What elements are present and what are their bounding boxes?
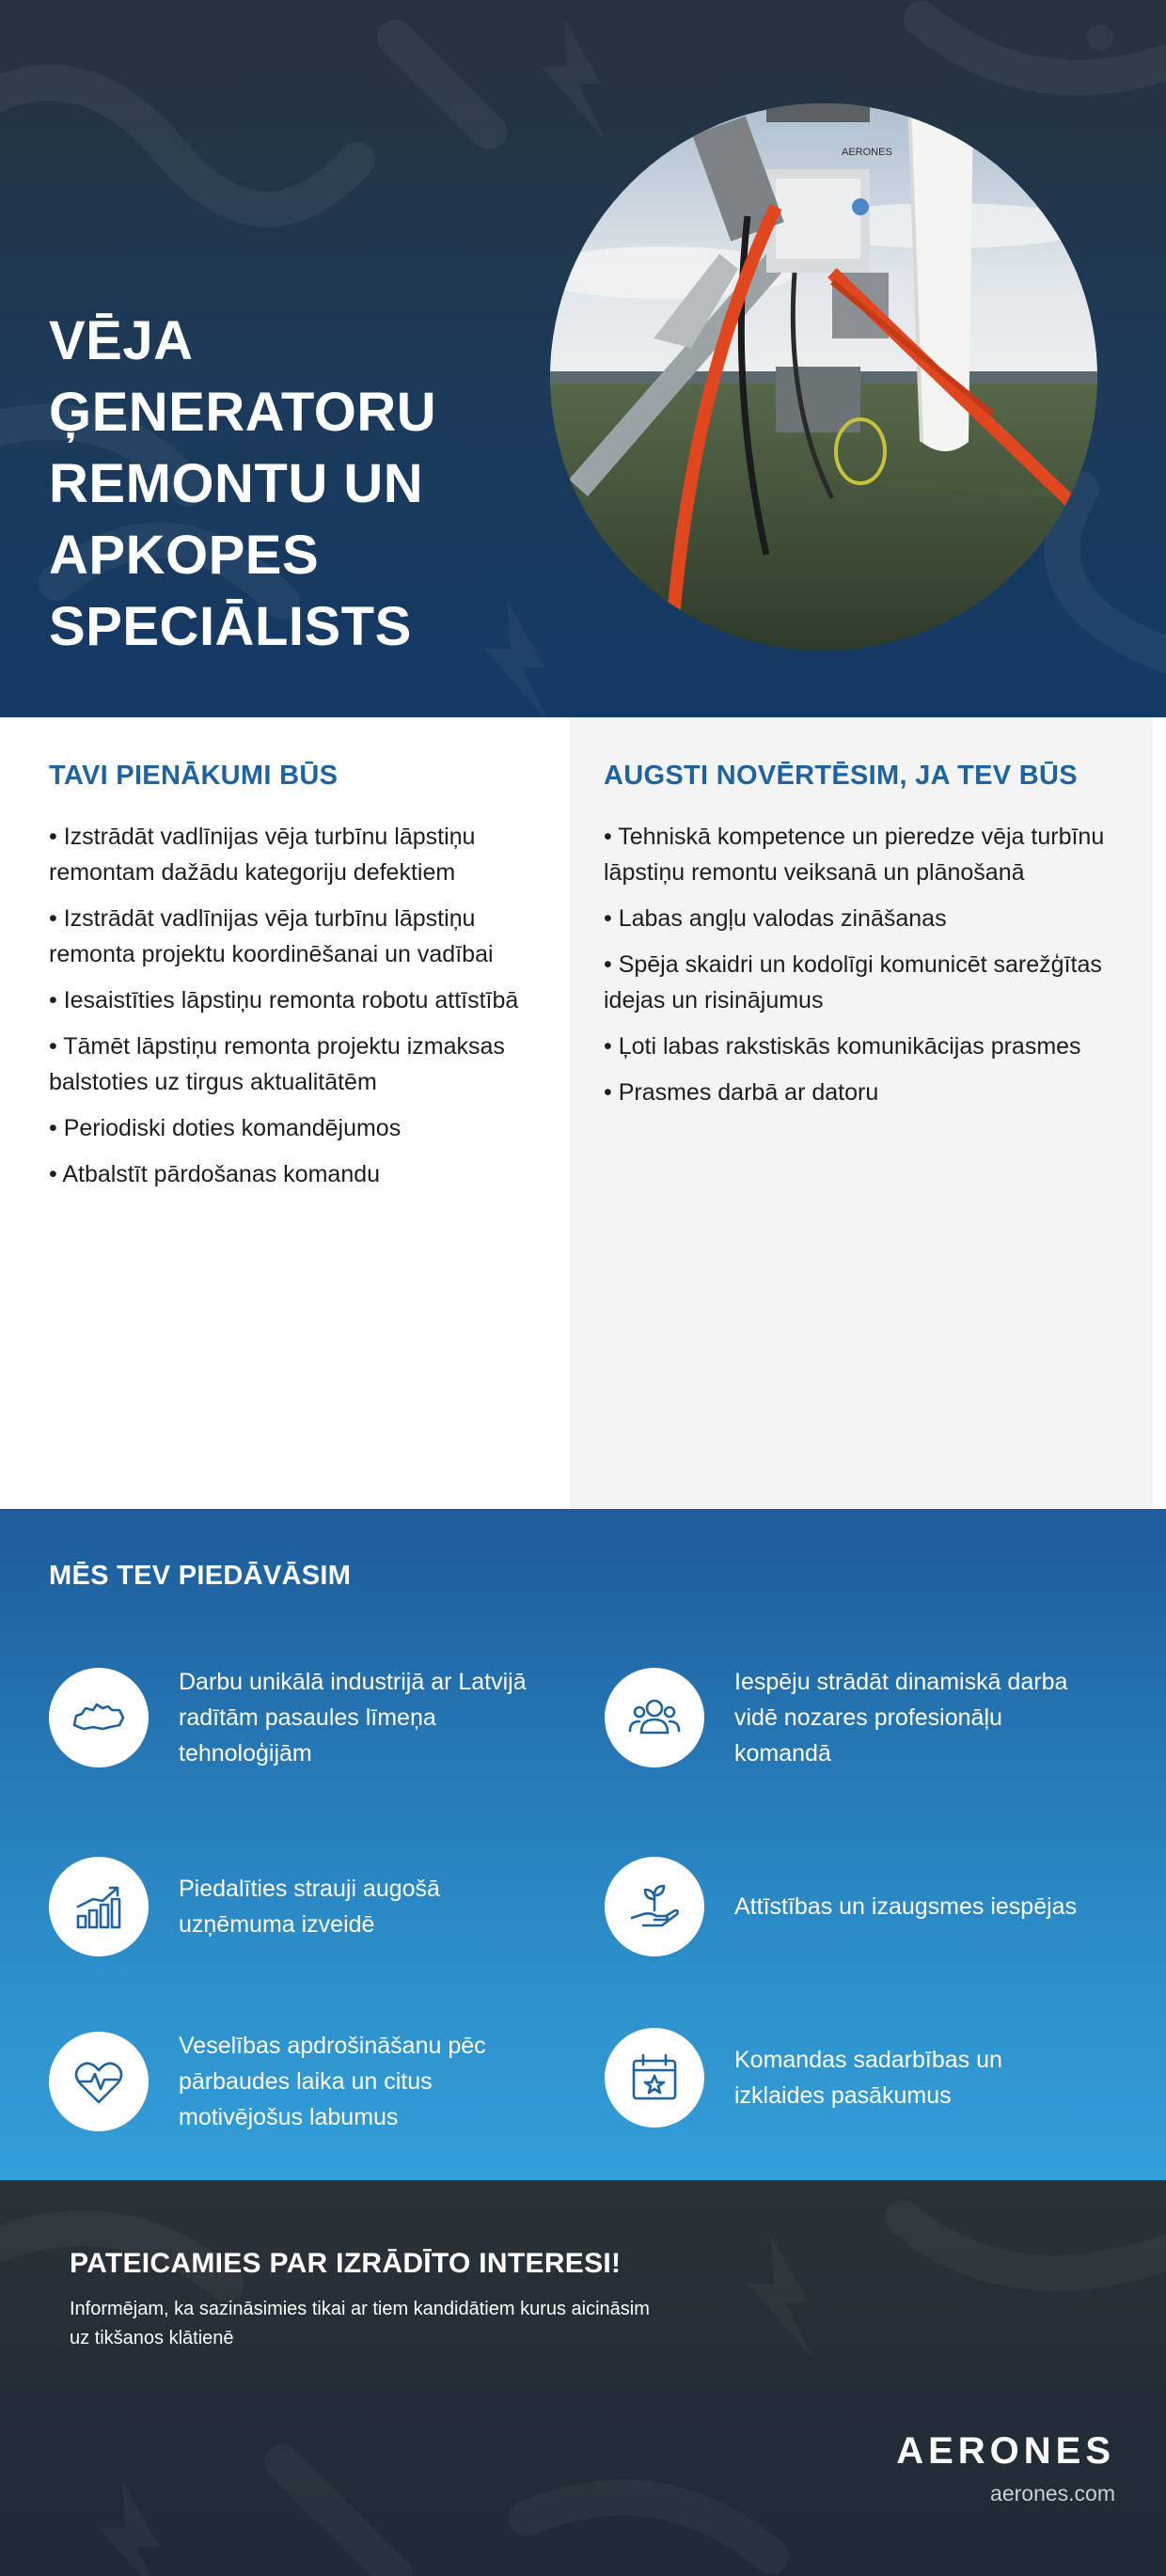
hero-title-line: ĢENERATORU <box>49 382 437 443</box>
responsibilities-section <box>0 717 1166 1509</box>
hero-title <box>49 306 538 663</box>
sprout-hand-icon <box>605 1857 704 1956</box>
offer-item <box>605 1664 1092 1771</box>
offer-text: Piedalīties strauji augošā uzņēmuma izveidē <box>179 1876 440 1938</box>
duty-item: • Periodiski doties komandējumos <box>49 1115 402 1141</box>
offer-text: Darbu unikālā industrijā ar Latvijā radītām pasaules līmeņa tehnoloģijām <box>179 1669 527 1767</box>
offer-text: Attīstības un izaugsmes iespējas <box>734 1893 1078 1920</box>
offer-item <box>49 1664 536 1771</box>
hero-title-line: REMONTU UN <box>49 453 424 514</box>
footer-background-pattern <box>0 2180 1166 2576</box>
footer-section <box>0 2180 1166 2576</box>
requirement-item: • Prasmes darbā ar datoru <box>604 1079 879 1106</box>
offer-item <box>49 1857 536 1956</box>
offer-item <box>605 2028 1092 2128</box>
requirement-item: • Spēja skaidri un kodolīgi komunicēt sarežģītas idejas un risinājumus <box>604 951 1102 1013</box>
contact-notice: Informējam, ka sazināsimies tikai ar tiem kandidātiem kurus aicināsim uz tikšanos klātienē <box>70 2299 650 2348</box>
robot-photo-illustration <box>550 103 1097 651</box>
aerones-logo: AERONES <box>896 2430 1115 2472</box>
thanks-heading: PATEICAMIES PAR IZRĀDĪTO INTERESI! <box>70 2248 622 2279</box>
offer-item <box>49 2028 536 2135</box>
offer-text: Veselības apdrošināšanu pēc pārbaudes laika un citus motivējošus labumus <box>179 2033 486 2130</box>
hero-photo-robot-on-turbine <box>550 103 1097 651</box>
hero-section <box>0 0 1166 717</box>
hero-title-line: APKOPES <box>49 525 320 586</box>
heart-pulse-icon <box>49 2032 149 2131</box>
requirements-column <box>570 717 1153 1509</box>
offer-text: Iespēju strādāt dinamiskā darba vidē nozares profesionāļu komandā <box>734 1669 1068 1767</box>
duty-item: • Izstrādāt vadlīnijas vēja turbīnu lāpstiņu remontam dažādu kategoriju defektiem <box>49 824 476 886</box>
offer-item <box>605 1857 1092 1956</box>
requirements-heading: AUGSTI NOVĒRTĒSIM, JA TEV BŪS <box>604 761 1078 791</box>
hero-title-line: VĒJA <box>49 310 194 371</box>
duties-column <box>0 717 570 1509</box>
offer-heading: MĒS TEV PIEDĀVĀSIM <box>49 1561 352 1591</box>
duties-heading: TAVI PIENĀKUMI BŪS <box>49 761 339 791</box>
calendar-star-icon <box>605 2028 704 2128</box>
requirement-item: • Ļoti labas rakstiskās komunikācijas prasmes <box>604 1033 1081 1060</box>
hero-title-line: SPECIĀLISTS <box>49 596 412 657</box>
requirements-list <box>604 819 1115 1110</box>
offer-text: Komandas sadarbības un izklaides pasākumus <box>734 2047 1002 2109</box>
requirement-item: • Tehniskā kompetence un pieredze vēja turbīnu lāpstiņu remontu veiksanā un plānošanā <box>604 824 1105 886</box>
duty-item: • Iesaistīties lāpstiņu remonta robotu attīstībā <box>49 987 519 1013</box>
website-link[interactable]: aerones.com <box>990 2481 1115 2505</box>
growth-chart-icon <box>49 1857 149 1956</box>
duties-list <box>49 819 521 1192</box>
requirement-item: • Labas angļu valodas zināšanas <box>604 905 947 932</box>
duty-item: • Izstrādāt vadlīnijas vēja turbīnu lāpstiņu remonta projektu koordinēšanai un vadībai <box>49 905 494 967</box>
team-icon <box>605 1668 704 1767</box>
photo-label: AERONES <box>842 147 892 158</box>
latvia-map-icon <box>49 1668 149 1767</box>
duty-item: • Atbalstīt pārdošanas komandu <box>49 1161 381 1187</box>
offer-section <box>0 1509 1166 2180</box>
duty-item: • Tāmēt lāpstiņu remonta projektu izmaksas balstoties uz tirgus aktualitātēm <box>49 1033 505 1095</box>
